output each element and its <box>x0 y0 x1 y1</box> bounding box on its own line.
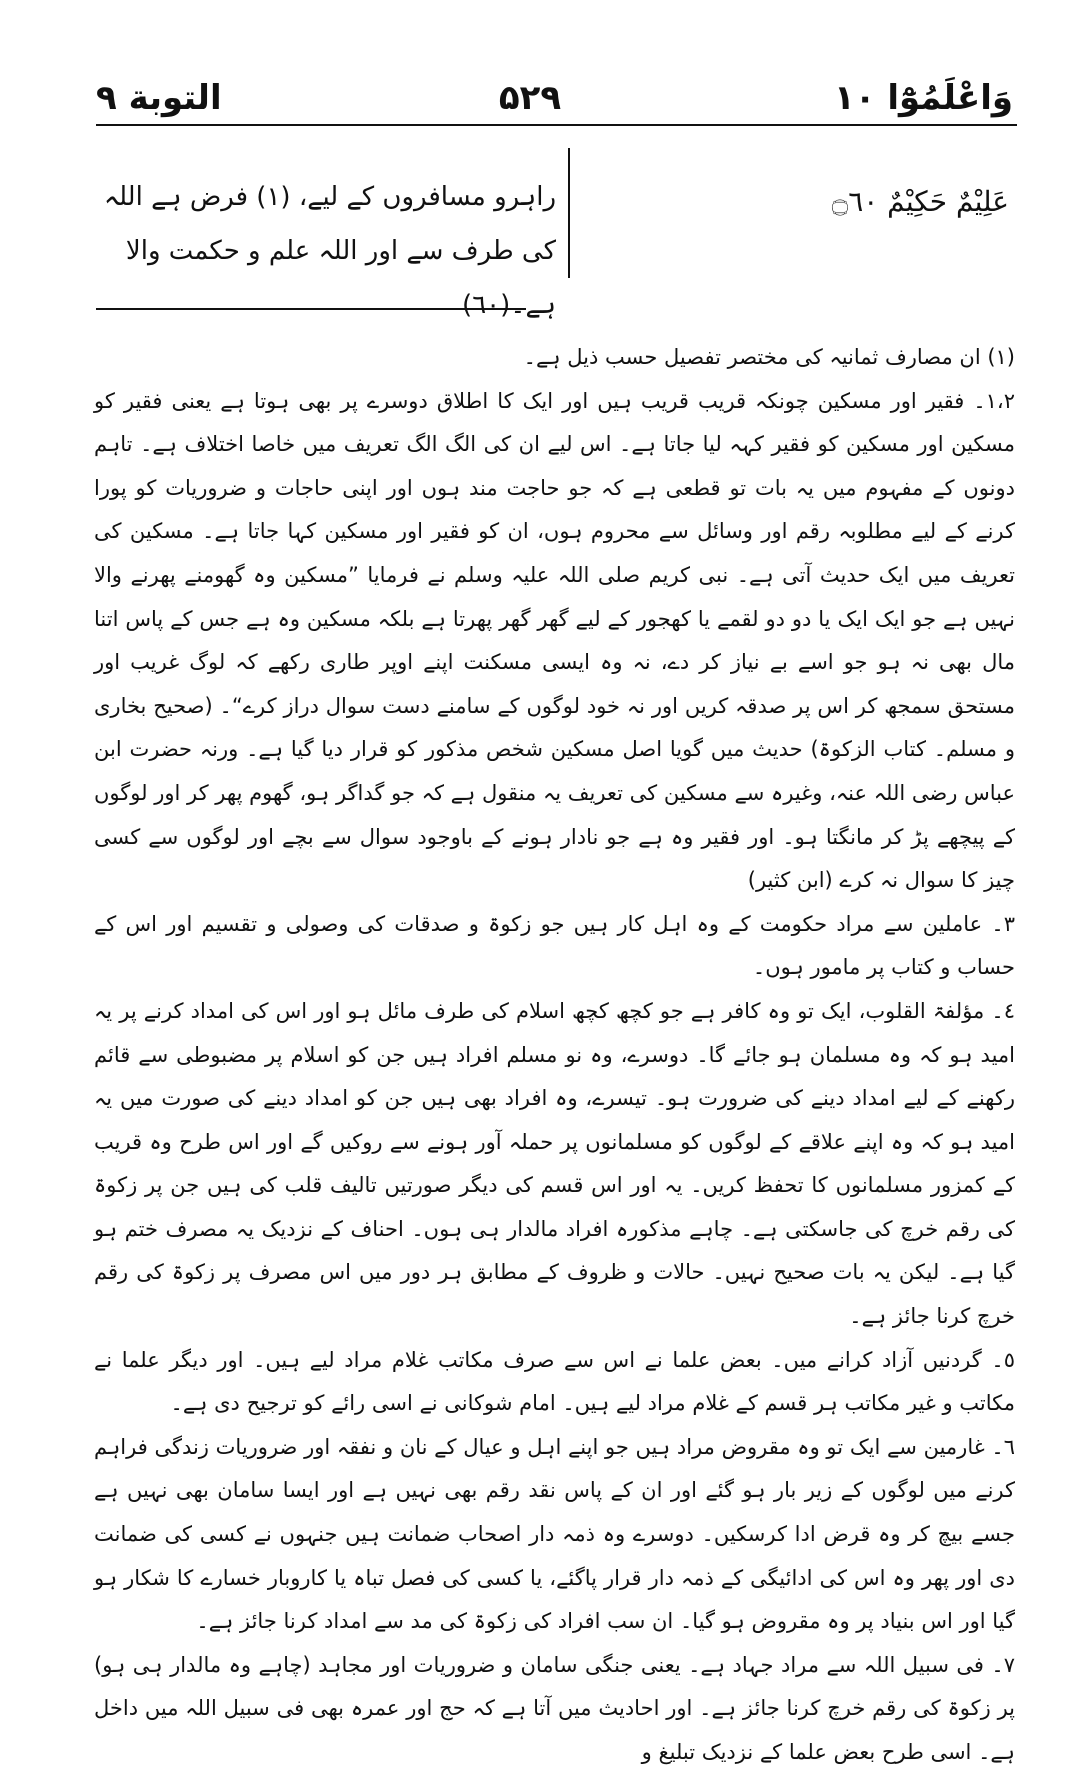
commentary-paragraph: ٧۔ فی سبیل اللہ سے مراد جہاد ہے۔ یعنی جنگی سامان و ضروریات اور مجاہد (چاہے وہ مالدار ہی ہو) پر زکوۃ کی رقم خرچ کرنا جائز ہے۔ اور احادیث میں آتا ہے کہ حج اور عمرہ بھی فی سبیل اللہ میں داخل ہے۔ اسی طرح بعض علما کے نزدیک تبلیغ و <box>94 1652 1015 1764</box>
arabic-verse: عَلِيْمٌ حَكِيْمٌ ۝٦٠ <box>831 185 1009 218</box>
commentary-paragraph: ٥۔ گردنیں آزاد کرانے میں۔ بعض علما نے اس سے صرف مکاتب غلام مراد لیے ہیں۔ اور دیگر علما نے مکاتب و غیر مکاتب ہر قسم کے غلام مراد لیے ہیں۔ امام شوکانی نے اسی رائے کو ترجیح دی ہے۔ <box>94 1347 1015 1416</box>
column-divider <box>568 148 570 278</box>
page-number: ۵۲۹ <box>498 78 562 118</box>
commentary-paragraph: ٤۔ مؤلفۃ القلوب، ایک تو وہ کافر ہے جو کچھ کچھ اسلام کی طرف مائل ہو اور اس کی امداد کرنے پر یہ امید ہو کہ وہ مسلمان ہو جائے گا۔ دوسرے، وہ نو مسلم افراد ہیں جن کو اسلام پر مضبوطی سے قائم رکھنے کے لیے امداد دینے کی ضرورت ہو۔ تیسرے، وہ افراد بھی ہیں جن کو امداد دینے کی صورت میں یہ امید ہو کہ وہ اپنے علاقے کے لوگوں کو مسلمانوں پر حملہ آور ہونے سے روکیں گے اور اس طرح وہ قریب کے کمزور مسلمانوں کا تحفظ کریں۔ یہ اور اس قسم کی دیگر صورتیں تالیف قلب کی ہیں جن پر زکوۃ کی رقم خرچ کی جاسکتی ہے۔ چاہے مذکورہ افراد مالدار ہی ہوں۔ احناف کے نزدیک یہ مصرف ختم ہو گیا ہے۔ لیکن یہ بات صحیح نہیں۔ حالات و ظروف کے مطابق ہر دور میں اس مصرف پر زکوۃ کی رقم خرچ کرنا جائز ہے۔ <box>94 998 1015 1329</box>
header-rule <box>96 124 1017 126</box>
commentary-paragraph: (١) ان مصارف ثمانیہ کی مختصر تفصیل حسب ذیل ہے۔ <box>523 345 1015 369</box>
commentary-paragraph: ٣۔ عاملین سے مراد حکومت کے وہ اہل کار ہیں جو زکوۃ و صدقات کی وصولی و تقسیم اور اس کے حساب و کتاب پر مامور ہوں۔ <box>94 911 1015 980</box>
running-header-left: التوبة ٩ <box>96 78 222 118</box>
running-header-right: وَاعْلَمُوْٓا ١٠ <box>833 78 1013 118</box>
commentary-paragraph: ٦۔ غارمین سے ایک تو وہ مقروض مراد ہیں جو اپنے اہل و عیال کے نان و نفقہ اور ضروریات زندگی فراہم کرنے میں لوگوں کے زیر بار ہو گئے اور ان کے پاس نقد رقم بھی نہیں ہے اور ایسا سامان بھی نہیں ہے جسے بیچ کر وہ قرض ادا کرسکیں۔ دوسرے وہ ذمہ دار اصحاب ضمانت ہیں جنہوں نے کسی کی ضمانت دی اور پھر وہ اس کی ادائیگی کے ذمہ دار قرار پاگئے، یا کسی کی فصل تباہ یا کاروبار خسارے کا شکار ہو گیا اور اس بنیاد پر وہ مقروض ہو گیا۔ ان سب افراد کی زکوۃ کی مد سے امداد کرنا جائز ہے۔ <box>94 1434 1015 1634</box>
verse-translation: راہرو مسافروں کے لیے، (١) فرض ہے اللہ کی طرف سے اور اللہ علم و حکمت والا ہے۔(٦٠) <box>103 182 556 320</box>
footnote-rule <box>96 308 526 310</box>
commentary-paragraph: ١،٢۔ فقیر اور مسکین چونکہ قریب قریب ہیں اور ایک کا اطلاق دوسرے پر بھی ہوتا ہے یعنی فقیر کو مسکین اور مسکین کو فقیر کہہ لیا جاتا ہے۔ اس لیے ان کی الگ الگ تعریف میں خاصا اختلاف ہے۔ تاہم دونوں کے مفہوم میں یہ بات تو قطعی ہے کہ جو حاجت مند ہوں اور اپنی حاجات و ضروریات کو پورا کرنے کے لیے مطلوبہ رقم اور وسائل سے محروم ہوں، ان کو فقیر اور مسکین کہا جاتا ہے۔ مسکین کی تعریف میں ایک حدیث آتی ہے۔ نبی کریم صلی اللہ علیہ وسلم نے فرمایا ”مسکین وہ گھومنے پھرنے والا نہیں ہے جو ایک ایک یا دو دو لقمے یا کھجور کے لیے گھر گھر پھرتا ہے بلکہ مسکین وہ ہے جس کے پاس اتنا مال بھی نہ ہو جو اسے بے نیاز کر دے، نہ وہ ایسی مسکنت اپنے اوپر طاری رکھے کہ لوگ غریب اور مستحق سمجھ کر اس پر صدقہ کریں اور نہ خود لوگوں کے سامنے دست سوال دراز کرے“۔ (صحیح بخاری و مسلم۔ کتاب الزکوۃ) حدیث میں گویا اصل مسکین شخص مذکور کو قرار دیا گیا ہے۔ ورنہ حضرت ابن عباس رضی اللہ عنہ، وغیرہ سے مسکین کی تعریف یہ منقول ہے کہ جو گداگر ہو، گھوم پھر کر اور لوگوں کے پیچھے پڑ کر مانگتا ہو۔ اور فقیر وہ ہے جو نادار ہونے کے باوجود سوال سے بچے اور لوگوں سے کسی چیز کا سوال نہ کرے (ابن کثیر) <box>94 388 1015 893</box>
commentary <box>94 336 1015 1775</box>
